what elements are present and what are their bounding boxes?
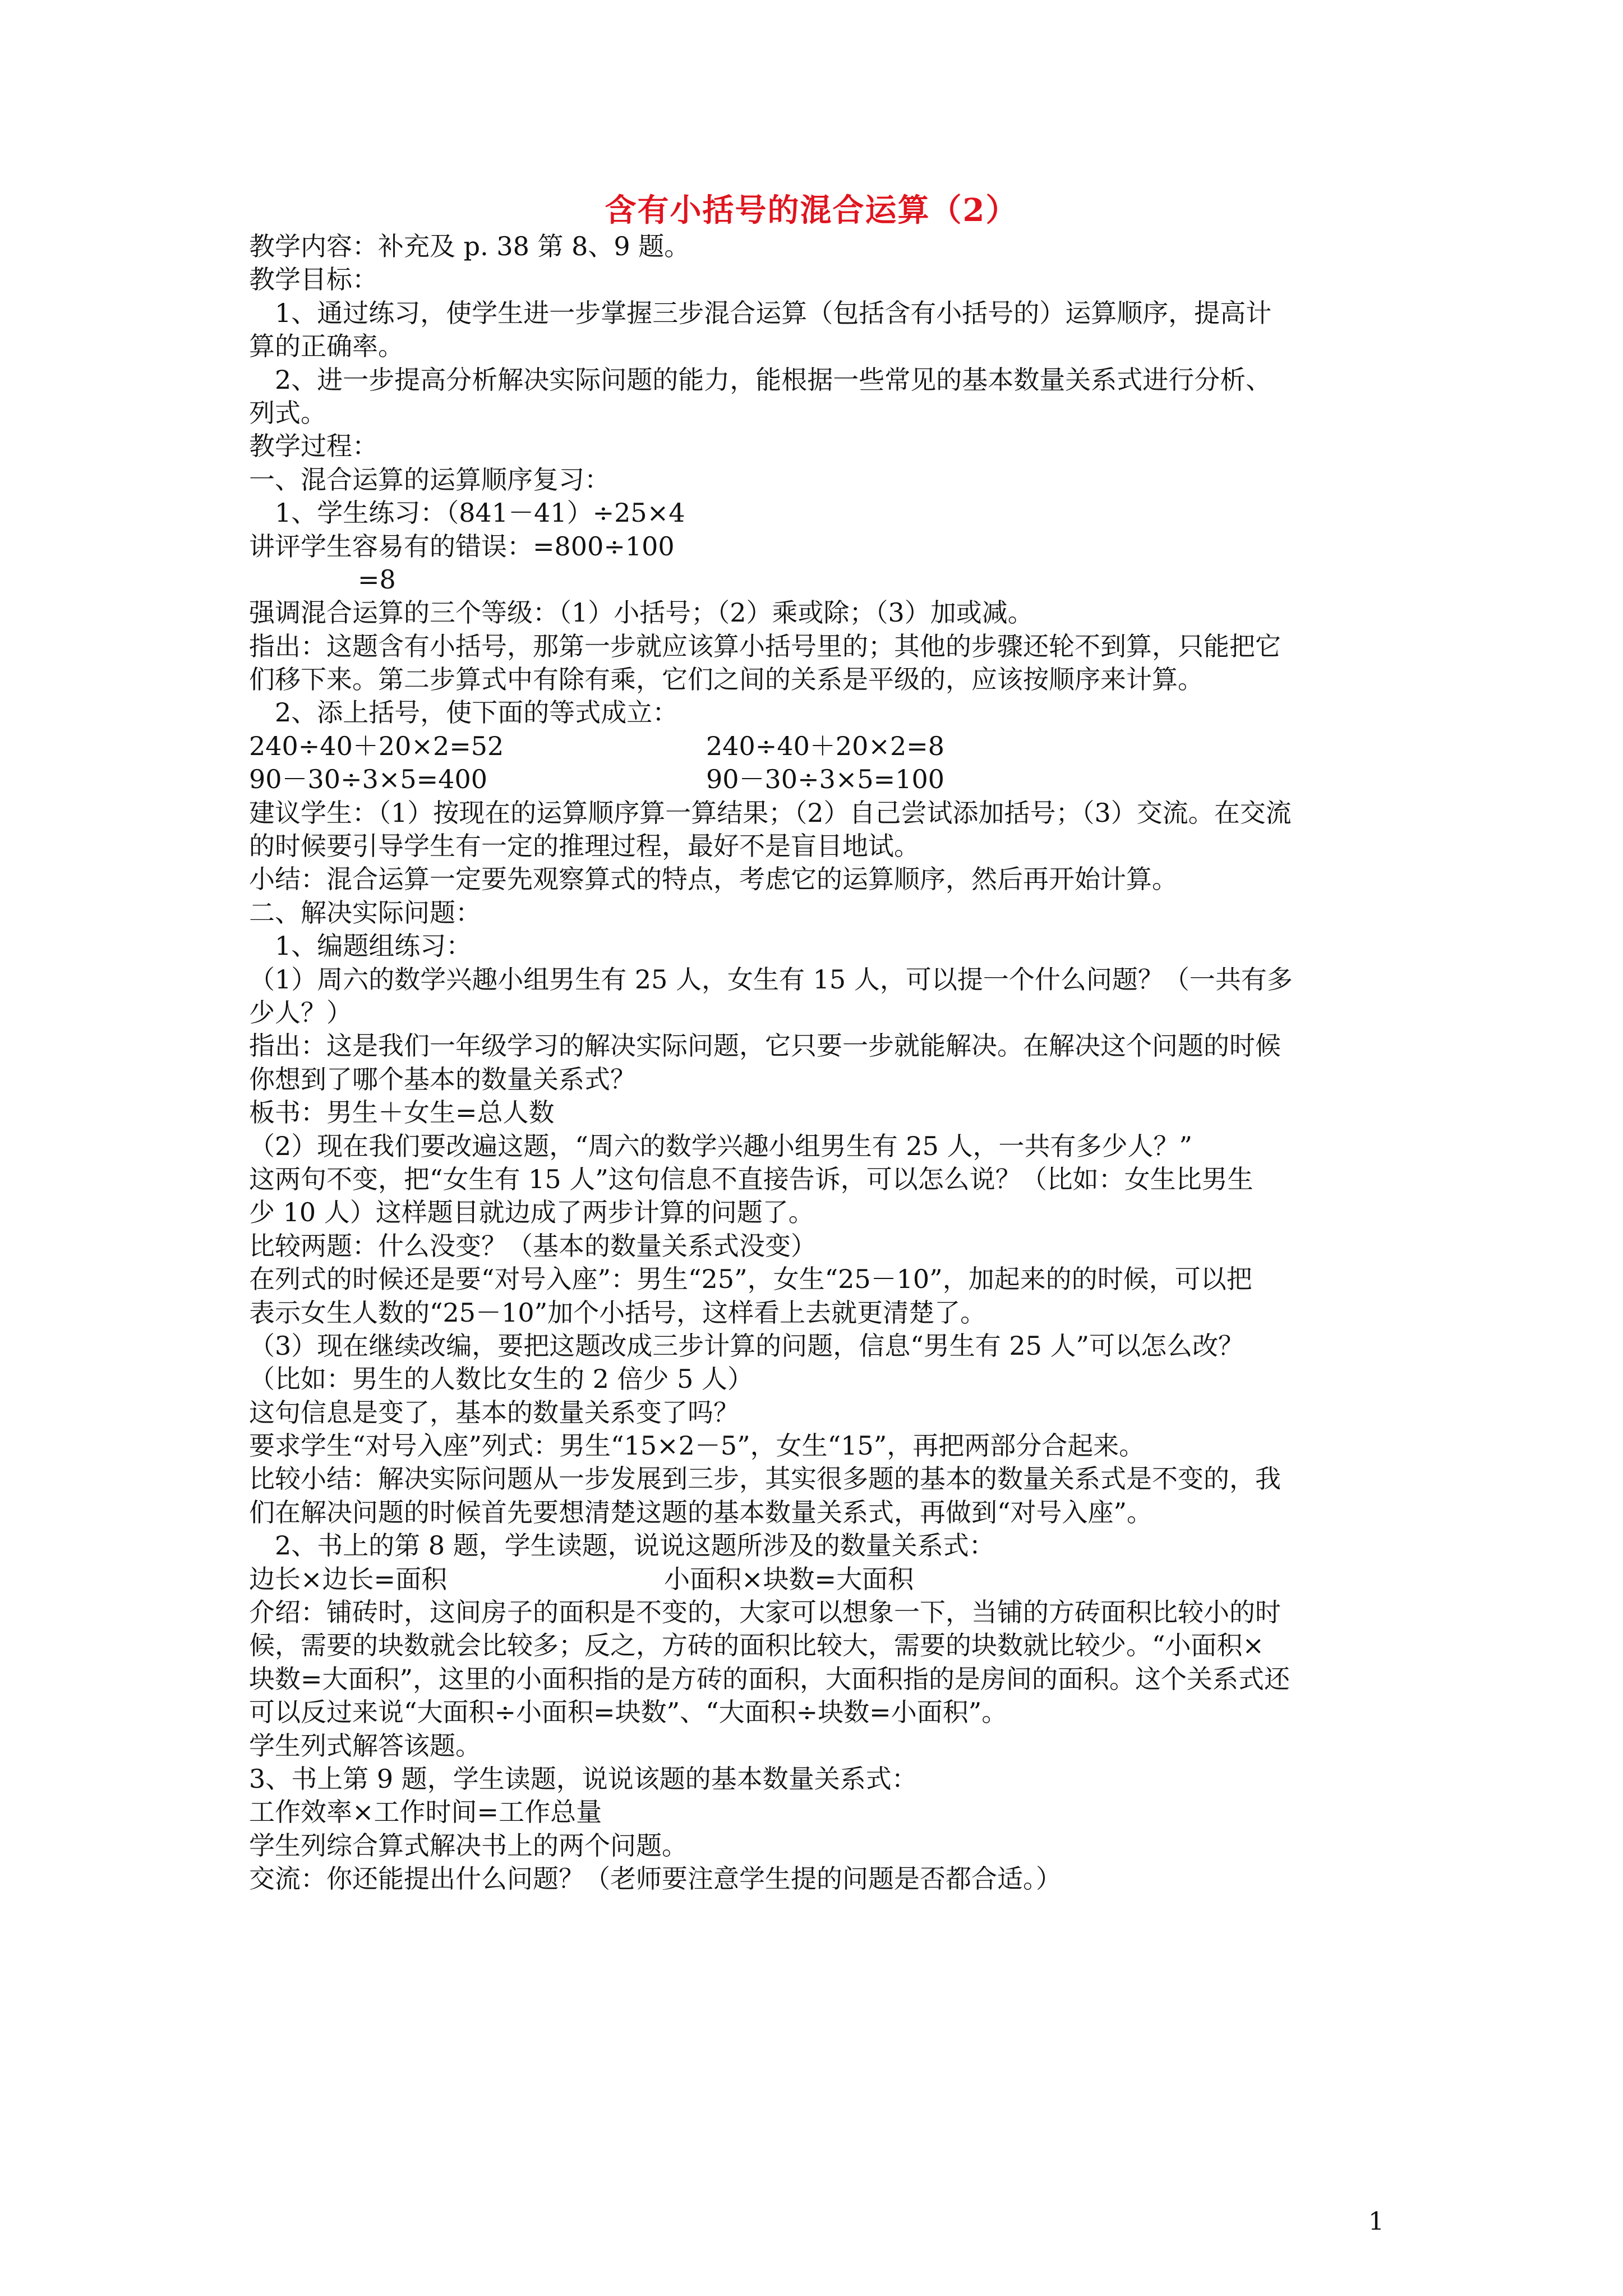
problem-3-formula: 要求学生“对号入座”列式：男生“15×2－5”，女生“15”，再把两部分合起来。 bbox=[249, 1430, 1145, 1461]
formula-line-2: 表示女生人数的“25－10”加个小括号，这样看上去就更清楚了。 bbox=[249, 1297, 986, 1328]
teaching-goals-heading: 教学目标： bbox=[249, 264, 378, 295]
document-body bbox=[249, 230, 1387, 1896]
common-error-result: =8 bbox=[358, 564, 396, 595]
area-formula-1: 边长×边长=面积 bbox=[249, 1563, 448, 1594]
suggestion-line-2: 的时候要引导学生有一定的推理过程，最好不是盲目地试。 bbox=[249, 831, 920, 862]
section-1-heading: 一、混合运算的运算顺序复习： bbox=[249, 464, 610, 495]
book-problem-8-line: 2、书上的第 8 题，学生读题，说说这题所涉及的数量关系式： bbox=[275, 1530, 995, 1561]
emphasis-line: 强调混合运算的三个等级：（1）小括号；（2）乘或除；（3）加或减。 bbox=[249, 597, 1034, 628]
problem-1-note-line-2: 你想到了哪个基本的数量关系式？ bbox=[249, 1064, 636, 1094]
intro-line-2: 候，需要的块数就会比较多；反之，方砖的面积比较大，需要的块数就比较少。“小面积× bbox=[249, 1630, 1265, 1661]
exchange-line: 交流：你还能提出什么问题？（老师要注意学生提的问题是否都合适。） bbox=[249, 1864, 1062, 1894]
problem-2-line-1: （2）现在我们要改遍这题，“周六的数学兴趣小组男生有 25 人，一共有多少人？” bbox=[249, 1130, 1193, 1161]
intro-line-4: 可以反过来说“大面积÷小面积=块数”、“大面积÷块数=小面积”。 bbox=[249, 1697, 1008, 1728]
equation-1b: 240÷40＋20×2=8 bbox=[706, 730, 945, 761]
summary-line: 小结：混合运算一定要先观察算式的特点，考虑它的运算顺序，然后再开始计算。 bbox=[249, 864, 1178, 895]
area-formula-row bbox=[249, 1563, 1387, 1596]
compare-line: 比较两题：什么没变？（基本的数量关系式没变） bbox=[249, 1230, 817, 1261]
book-problem-9-line: 3、书上第 9 题，学生读题，说说该题的基本数量关系式： bbox=[249, 1763, 917, 1794]
point-out-line-2: 们移下来。第二步算式中有除有乘，它们之间的关系是平级的，应该按顺序来计算。 bbox=[249, 664, 1204, 695]
practice-1-line: 1、学生练习：（841－41）÷25×4 bbox=[275, 498, 685, 528]
intro-line-1: 介绍：铺砖时，这间房子的面积是不变的，大家可以想象一下，当铺的方砖面积比较小的时 bbox=[249, 1597, 1281, 1628]
document-title: 含有小括号的混合运算（2） bbox=[605, 192, 1018, 229]
problem-3-question: 这句信息是变了，基本的数量关系变了吗？ bbox=[249, 1397, 739, 1428]
teaching-content-line: 教学内容：补充及 p. 38 第 8、9 题。 bbox=[249, 231, 690, 261]
exercise-group-heading: 1、编题组练习： bbox=[275, 931, 472, 961]
common-error-line: 讲评学生容易有的错误：=800÷100 bbox=[249, 531, 675, 562]
area-formula-2: 小面积×块数=大面积 bbox=[664, 1563, 914, 1594]
section-2-heading: 二、解决实际问题： bbox=[249, 897, 481, 928]
equation-2a: 90－30÷3×5=400 bbox=[249, 764, 488, 795]
problem-2-line-2: 这两句不变，把“女生有 15 人”这句信息不直接告诉，可以怎么说？（比如：女生比男生 bbox=[249, 1163, 1253, 1194]
equation-2b: 90－30÷3×5=100 bbox=[706, 764, 945, 795]
equation-row-2 bbox=[249, 763, 1387, 796]
problem-1-line-2: 少人？） bbox=[249, 997, 352, 1028]
goal-1-line-1: 1、通过练习，使学生进一步掌握三步混合运算（包括含有小括号的）运算顺序，提高计 bbox=[275, 297, 1272, 328]
work-formula-line: 工作效率×工作时间=工作总量 bbox=[249, 1797, 602, 1828]
practice-2-line: 2、添上括号，使下面的等式成立： bbox=[275, 697, 679, 728]
problem-2-line-3: 少 10 人）这样题目就边成了两步计算的问题了。 bbox=[249, 1197, 814, 1228]
intro-line-3: 块数=大面积”，这里的小面积指的是方砖的面积，大面积指的是房间的面积。这个关系式还 bbox=[249, 1663, 1290, 1694]
student-compound-line: 学生列综合算式解决书上的两个问题。 bbox=[249, 1830, 688, 1861]
formula-line-1: 在列式的时候还是要“对号入座”：男生“25”，女生“25－10”，加起来的的时候，可以把 bbox=[249, 1264, 1252, 1295]
page-number: 1 bbox=[1368, 2207, 1384, 2236]
compare-summary-line-1: 比较小结：解决实际问题从一步发展到三步，其实很多题的基本的数量关系式是不变的，我 bbox=[249, 1464, 1281, 1494]
problem-3-line-1: （3）现在继续改编，要把这题改成三步计算的问题，信息“男生有 25 人”可以怎么改？ bbox=[249, 1330, 1244, 1361]
goal-1-line-2: 算的正确率。 bbox=[249, 331, 404, 362]
problem-1-note-line-1: 指出：这是我们一年级学习的解决实际问题，它只要一步就能解决。在解决这个问题的时候 bbox=[249, 1030, 1281, 1061]
student-solve-line: 学生列式解答该题。 bbox=[249, 1730, 481, 1761]
problem-1-line-1: （1）周六的数学兴趣小组男生有 25 人，女生有 15 人，可以提一个什么问题？（一共有多 bbox=[249, 964, 1293, 995]
equation-1a: 240÷40＋20×2=52 bbox=[249, 730, 504, 761]
compare-summary-line-2: 们在解决问题的时候首先要想清楚这题的基本数量关系式，再做到“对号入座”。 bbox=[249, 1497, 1153, 1527]
problem-3-line-2: （比如：男生的人数比女生的 2 倍少 5 人） bbox=[249, 1364, 754, 1395]
point-out-line-1: 指出：这题含有小括号，那第一步就应该算小括号里的；其他的步骤还轮不到算，只能把它 bbox=[249, 631, 1281, 661]
teaching-process-heading: 教学过程： bbox=[249, 431, 378, 462]
board-note-line: 板书：男生＋女生=总人数 bbox=[249, 1097, 555, 1128]
goal-2-line-2: 列式。 bbox=[249, 397, 326, 428]
goal-2-line-1: 2、进一步提高分析解决实际问题的能力，能根据一些常见的基本数量关系式进行分析、 bbox=[275, 364, 1272, 395]
suggestion-line-1: 建议学生：（1）按现在的运算顺序算一算结果；（2）自己尝试添加括号；（3）交流。在交流 bbox=[249, 797, 1292, 828]
equation-row-1 bbox=[249, 730, 1387, 763]
